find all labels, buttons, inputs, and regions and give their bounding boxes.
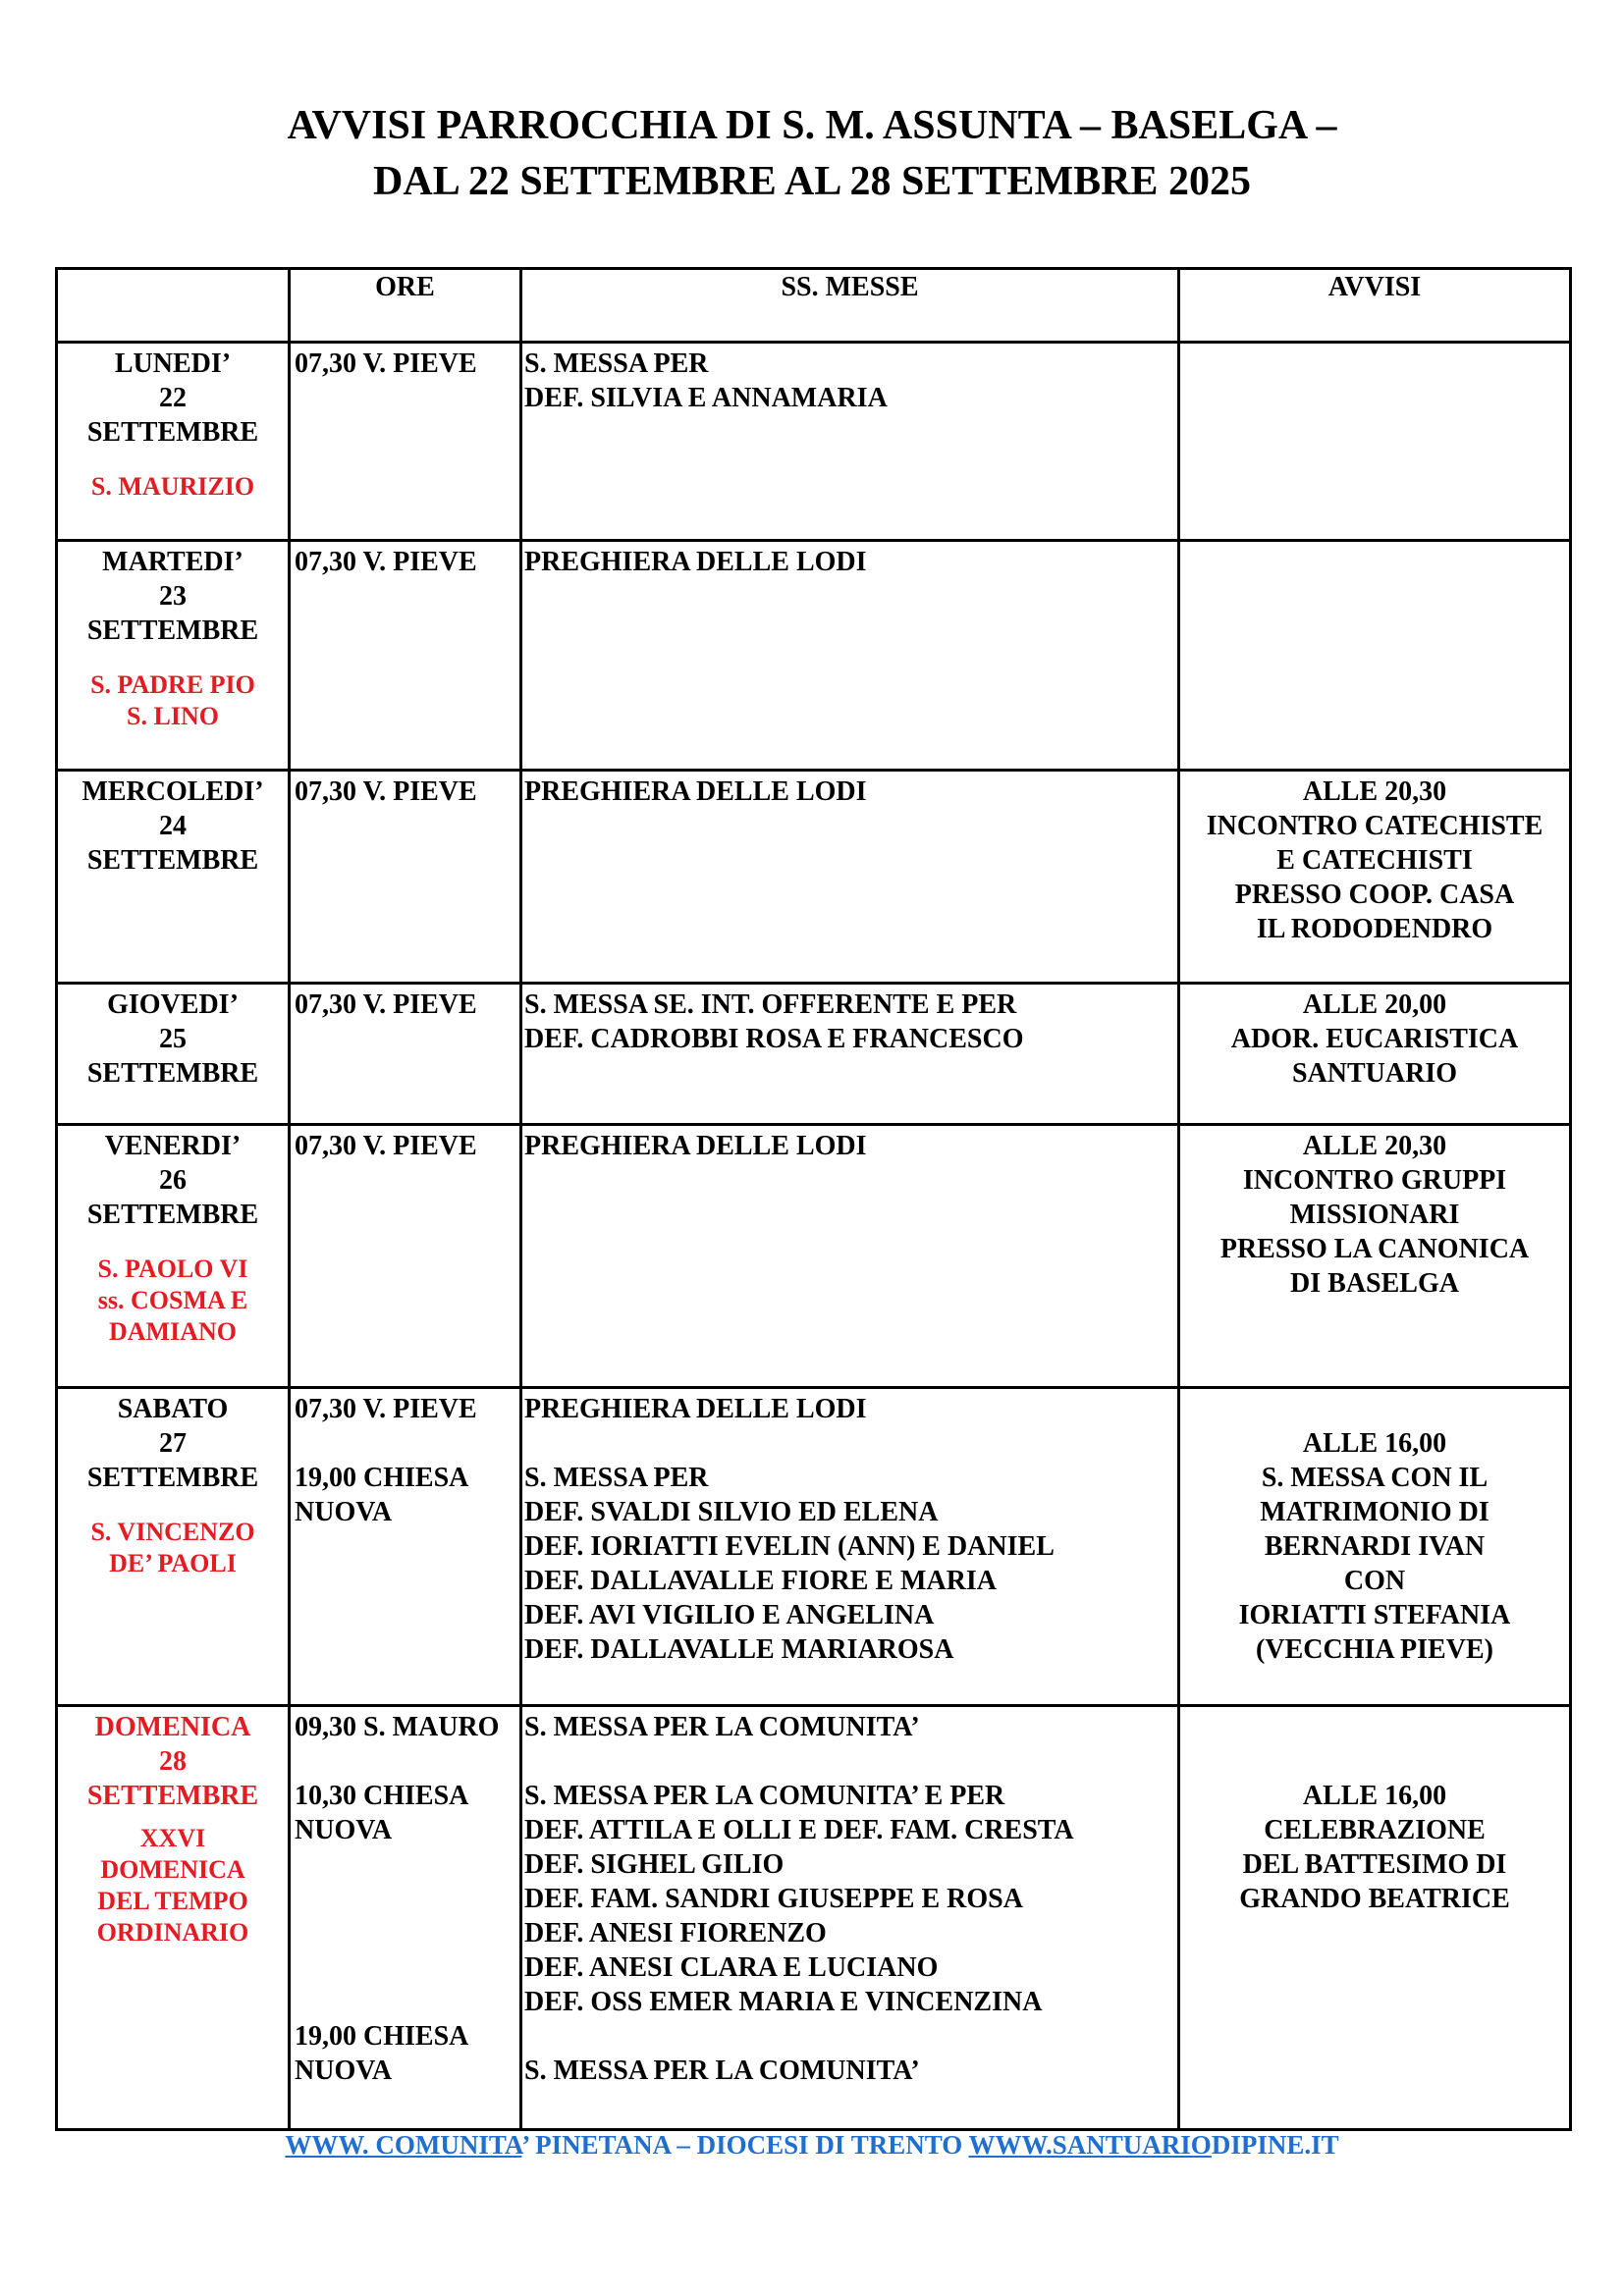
notice-cell-line: IORIATTI STEFANIA [1238,1600,1511,1630]
notice-cell [1179,541,1571,771]
footer-link-santuario[interactable]: WWW.SANTUARIO [968,2130,1212,2160]
day-cell-line: SETTEMBRE [86,417,259,448]
notice-cell-line: MISSIONARI [1289,1200,1460,1230]
saint-name: S. MAURIZIO [90,472,255,501]
schedule-table [55,267,1572,2131]
notice-cell [1179,1388,1571,1706]
day-cell-line: 28 [159,1746,187,1777]
notice-cell-line: GRANDO BEATRICE [1239,1884,1510,1914]
day-cell [57,541,290,771]
mass-cell-line: DEF. FAM. SANDRI GIUSEPPE E ROSA [524,1884,1023,1914]
mass-cell-line: S. MESSA PER LA COMUNITA’ [524,1712,920,1742]
mass-cell-line: S. MESSA PER LA COMUNITA’ E PER [524,1781,1005,1811]
time-cell-line: 07,30 V. PIEVE [295,348,477,379]
day-cell-line: SETTEMBRE [86,1200,259,1230]
time-cell-line [295,1426,519,1461]
time-cell [290,771,521,984]
saint-name: DOMENICA [100,1855,245,1884]
notice-cell-line: S. MESSA CON IL [1261,1463,1489,1493]
day-cell [57,1388,290,1706]
mass-cell-line: S. MESSA PER [524,348,709,379]
notice-cell [1179,1706,1571,2130]
mass-cell-line: DEF. SVALDI SILVIO ED ELENA [524,1497,939,1527]
day-cell-line: 25 [159,1024,187,1054]
notice-cell-line: DI BASELGA [1290,1268,1459,1299]
notice-cell-line: ALLE 20,30 [1302,1131,1447,1161]
notice-cell-line: CELEBRAZIONE [1264,1815,1486,1845]
mass-cell-line: DEF. AVI VIGILIO E ANGELINA [524,1600,935,1630]
saint-name: DEL TEMPO [97,1887,248,1915]
time-cell-line: 07,30 V. PIEVE [295,776,477,807]
day-cell-line: SETTEMBRE [86,845,259,876]
mass-cell-line: DEF. ANESI FIORENZO [524,1918,827,1949]
day-row [57,1706,1571,2130]
mass-cell-line: DEF. CADROBBI ROSA E FRANCESCO [524,1024,1024,1054]
time-cell [290,1125,521,1388]
time-cell [290,1706,521,2130]
day-cell [57,1125,290,1388]
day-cell-line: 26 [159,1165,187,1196]
time-cell-line [295,1882,519,1916]
mass-cell [521,343,1179,541]
notice-cell-line: IL RODODENDRO [1256,914,1493,944]
time-cell-line [295,1916,519,1950]
mass-cell-line: DEF. ATTILA E OLLI E DEF. FAM. CRESTA [524,1815,1074,1845]
mass-cell-line: DEF. DALLAVALLE FIORE E MARIA [524,1566,998,1596]
header-row [57,269,1571,343]
page-title [0,98,1624,210]
time-cell-line: NUOVA [295,2056,393,2086]
mass-cell-line: S. MESSA PER [524,1463,709,1493]
notice-cell [1179,343,1571,541]
time-cell [290,1388,521,1706]
mass-cell-line [524,1744,1177,1779]
mass-cell-line: S. MESSA SE. INT. OFFERENTE E PER [524,989,1017,1020]
notice-cell-line [1180,1710,1569,1744]
day-row [57,541,1571,771]
saint-name: XXVI [139,1824,206,1852]
notice-cell-line: ALLE 16,00 [1302,1781,1447,1811]
footer [0,2130,1624,2161]
footer-text: ’ PINETANA – DIOCESI DI TRENTO [521,2130,969,2160]
time-cell-line [295,1950,519,1985]
mass-cell-line: DEF. SIGHEL GILIO [524,1849,785,1880]
notice-cell-line [1180,1744,1569,1779]
mass-cell-line [524,2019,1177,2054]
notice-cell-line: BERNARDI IVAN [1264,1531,1486,1562]
notice-cell [1179,771,1571,984]
mass-cell-line: DEF. ANESI CLARA E LUCIANO [524,1952,939,1983]
title-line-1: AVVISI PARROCCHIA DI S. M. ASSUNTA – BASELGA – [287,103,1337,148]
day-cell-line: SETTEMBRE [86,1058,259,1089]
time-cell-line: 07,30 V. PIEVE [295,1131,477,1161]
day-cell-line: DOMENICA [94,1712,251,1742]
mass-cell-line: DEF. IORIATTI EVELIN (ANN) E DANIEL [524,1531,1055,1562]
day-cell-line: SABATO [117,1394,229,1424]
day-cell-line: VENERDI’ [104,1131,242,1161]
notice-cell-line: MATRIMONIO DI [1260,1497,1489,1527]
time-cell [290,343,521,541]
day-cell-line: 22 [159,383,187,413]
mass-cell [521,984,1179,1125]
notice-cell-line: PRESSO COOP. CASA [1234,880,1515,910]
day-cell-line: SETTEMBRE [86,1463,259,1493]
notice-cell-line: SANTUARIO [1291,1058,1458,1089]
mass-cell-line: PREGHIERA DELLE LODI [524,547,867,577]
notice-cell-line: DEL BATTESIMO DI [1242,1849,1507,1880]
mass-cell-line: DEF. DALLAVALLE MARIAROSA [524,1634,954,1665]
day-cell-line: 27 [159,1428,187,1459]
day-row [57,1388,1571,1706]
time-cell-line [295,1744,519,1779]
mass-cell-line: S. MESSA PER LA COMUNITA’ [524,2056,920,2086]
mass-cell-line [524,1426,1177,1461]
day-row [57,984,1571,1125]
notice-cell-line: ADOR. EUCARISTICA [1230,1024,1519,1054]
day-cell [57,343,290,541]
mass-cell-line: PREGHIERA DELLE LODI [524,1131,867,1161]
notice-cell-line: (VECCHIA PIEVE) [1256,1634,1493,1665]
notice-cell-line: ALLE 20,30 [1302,776,1447,807]
mass-cell-line: PREGHIERA DELLE LODI [524,1394,867,1424]
day-row [57,1125,1571,1388]
header-avvisi: AVVISI [1179,269,1571,343]
mass-cell [521,1706,1179,2130]
day-cell [57,984,290,1125]
notice-cell-line [1180,1392,1569,1426]
notice-cell [1179,984,1571,1125]
time-cell-line: 10,30 CHIESA [295,1781,469,1811]
time-cell-line [295,1985,519,2019]
day-cell-line: LUNEDI’ [114,348,232,379]
day-cell [57,771,290,984]
notice-cell-line: ALLE 16,00 [1302,1428,1447,1459]
day-cell-line: GIOVEDI’ [107,989,239,1020]
mass-cell [521,541,1179,771]
mass-cell [521,1388,1179,1706]
notice-cell [1179,1125,1571,1388]
mass-cell-line: DEF. SILVIA E ANNAMARIA [524,383,888,413]
notice-cell-line: PRESSO LA CANONICA [1219,1234,1530,1264]
day-row [57,771,1571,984]
day-cell-line: 24 [159,811,187,841]
title-line-2: DAL 22 SETTEMBRE AL 28 SETTEMBRE 2025 [373,159,1251,204]
saint-name: S. LINO [127,702,219,730]
saint-name: S. PADRE PIO [90,670,255,699]
day-cell-line: MERCOLEDI’ [81,776,264,807]
time-cell-line: 19,00 CHIESA [295,2021,469,2052]
time-cell-line: 07,30 V. PIEVE [295,547,477,577]
time-cell [290,984,521,1125]
notice-cell-line: INCONTRO CATECHISTE [1206,811,1543,841]
time-cell-line: 07,30 V. PIEVE [295,989,477,1020]
mass-cell-line: PREGHIERA DELLE LODI [524,776,867,807]
header-messe: SS. MESSE [521,269,1179,343]
mass-cell [521,1125,1179,1388]
notice-cell-line: ALLE 20,00 [1302,989,1447,1020]
header-day [57,269,290,343]
saint-name: ss. COSMA E [97,1286,248,1314]
time-cell-line: NUOVA [295,1815,393,1845]
day-cell-line: SETTEMBRE [86,1781,259,1811]
footer-link-comunita[interactable]: WWW. COMUNITA [285,2130,522,2160]
time-cell-line: NUOVA [295,1497,393,1527]
time-cell-line: 19,00 CHIESA [295,1463,469,1493]
saint-name: DE’ PAOLI [109,1549,237,1577]
notice-cell-line: INCONTRO GRUPPI [1242,1165,1507,1196]
footer-link-santuario-end: DIPINE.IT [1211,2130,1339,2160]
notice-cell-line: E CATECHISTI [1276,845,1473,876]
time-cell-line: 09,30 S. MAURO [295,1712,500,1742]
day-cell-line: 23 [159,581,187,612]
saint-name: S. PAOLO VI [97,1255,248,1283]
mass-cell-line: DEF. OSS EMER MARIA E VINCENZINA [524,1987,1043,2017]
time-cell [290,541,521,771]
notice-cell-line: CON [1343,1566,1406,1596]
time-cell-line: 07,30 V. PIEVE [295,1394,477,1424]
saint-name: DAMIANO [109,1317,237,1346]
saint-name: ORDINARIO [96,1918,249,1947]
day-cell-line: SETTEMBRE [86,615,259,646]
mass-cell [521,771,1179,984]
day-row [57,343,1571,541]
day-cell-line: MARTEDI’ [102,547,244,577]
saint-name: S. VINCENZO [90,1518,255,1546]
day-cell [57,1706,290,2130]
time-cell-line [295,1847,519,1882]
header-ore: ORE [290,269,521,343]
